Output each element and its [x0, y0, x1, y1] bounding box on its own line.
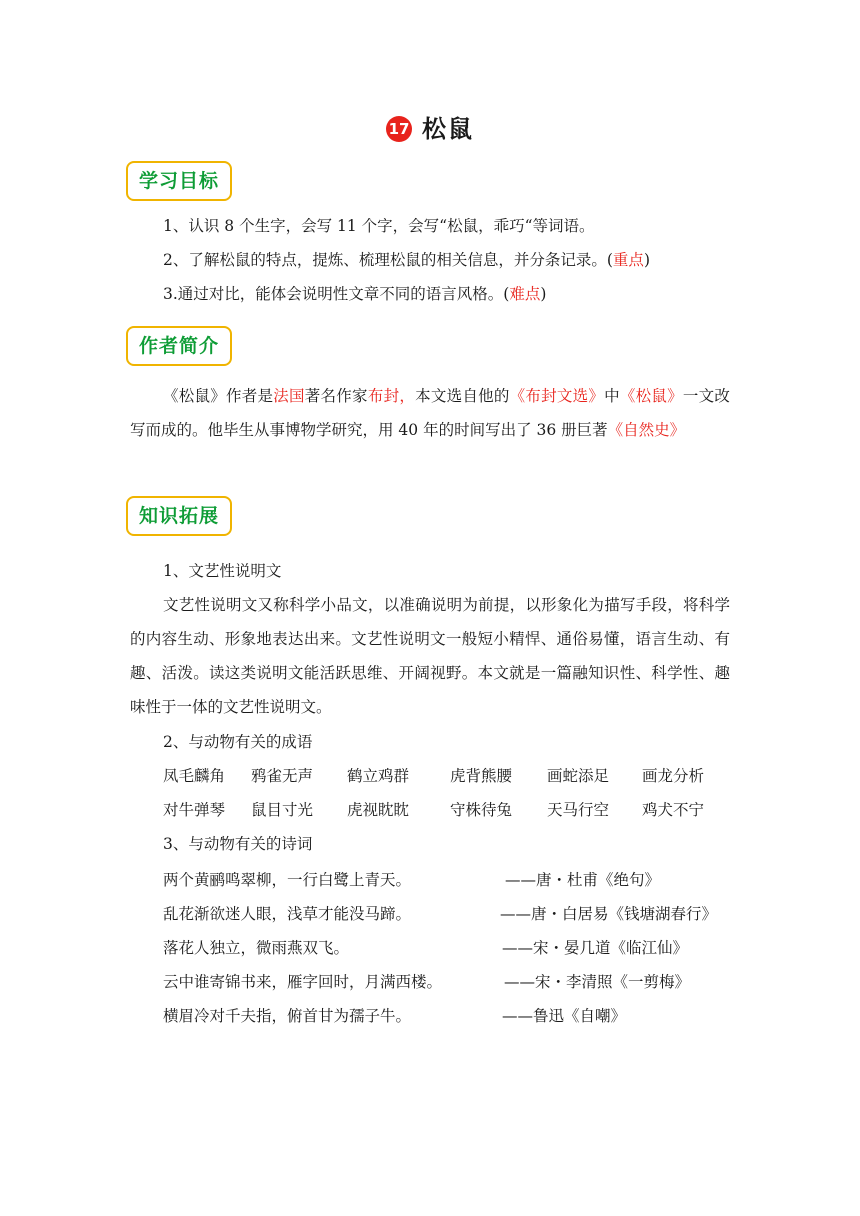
poem-line: 云中谁寄锦书来，雁字回时，月满西楼。 [163, 973, 443, 991]
idiom: 天马行空 [547, 801, 610, 819]
idiom: 鹤立鸡群 [347, 767, 410, 785]
goal-item-2 [163, 248, 763, 272]
idiom: 虎视眈眈 [347, 801, 410, 819]
section-heading-goals: 学习目标 [126, 161, 232, 201]
author-text-1: 《松鼠》作者是 [163, 387, 274, 405]
idiom: 对牛弹琴 [163, 801, 226, 819]
author-text-4: 中 [604, 387, 620, 405]
poem-source: ——宋・李清照《一剪梅》 [504, 973, 691, 991]
author-country: 法国 [273, 387, 305, 405]
poem-source: ——鲁迅《自嘲》 [502, 1007, 627, 1025]
key-point-label: 重点 [612, 251, 644, 269]
author-paragraph [130, 379, 730, 447]
author-name: 布封， [367, 387, 416, 405]
difficult-point-label: 难点 [509, 285, 541, 303]
poem-source: ——唐・白居易《钱塘湖春行》 [500, 905, 718, 923]
knowledge-heading-2: 2、与动物有关的成语 [163, 733, 313, 751]
lesson-number-badge: 17 [386, 116, 412, 142]
section-heading-author: 作者简介 [126, 326, 232, 366]
goal-item-2-text: 2、了解松鼠的特点，提炼、梳理松鼠的相关信息，并分条记录。( [163, 251, 613, 269]
knowledge-heading-3: 3、与动物有关的诗词 [163, 835, 313, 853]
poem-line: 落花人独立，微雨燕双飞。 [163, 939, 350, 957]
author-text-3: 本文选自他的 [415, 387, 510, 405]
author-text-5: 一文改写而成的。他毕生从事博物学研究，用 40 年的时间写出了 36 册巨著 [130, 387, 730, 439]
knowledge-paragraph-text: 文艺性说明文又称科学小品文，以准确说明为前提，以形象化为描写手段，将科学的内容生动、形象地表达出来。文艺性说明文一般短小精悍、通俗易懂，语言生动、有趣、活泼。读这类说明文能活跃思维、开阔视野。本文就是一篇融知识性、科学性、趣味性于一体的文艺性说明文。 [130, 596, 730, 716]
poem-line: 横眉冷对千夫指，俯首甘为孺子牛。 [163, 1007, 412, 1025]
goal-item-3 [163, 282, 763, 306]
idiom: 鼠目寸光 [251, 801, 314, 819]
lesson-title: 松鼠 [422, 115, 474, 143]
poem-line: 两个黄鹂鸣翠柳，一行白鹭上青天。 [163, 871, 412, 889]
goal-item-3-close: ) [540, 285, 547, 303]
source-article: 《松鼠》 [619, 387, 683, 405]
idiom: 守株待兔 [450, 801, 513, 819]
page-title [0, 112, 860, 146]
idiom: 鸦雀无声 [251, 767, 314, 785]
poem-line: 乱花渐欲迷人眼，浅草才能没马蹄。 [163, 905, 412, 923]
knowledge-heading-1: 1、文艺性说明文 [163, 562, 282, 580]
author-text-2: 著名作家 [304, 387, 368, 405]
goal-item-1: 1、认识 8 个生字，会写 11 个字，会写“松鼠，乖巧“等词语。 [163, 217, 595, 235]
goal-item-3-text: 3.通过对比，能体会说明性文章不同的语言风格。( [163, 285, 510, 303]
major-work: 《自然史》 [607, 421, 686, 439]
goal-item-2-close: ) [643, 251, 650, 269]
source-book: 《布封文选》 [509, 387, 605, 405]
poem-source: ——唐・杜甫《绝句》 [505, 871, 661, 889]
idiom: 鸡犬不宁 [642, 801, 705, 819]
idiom: 画龙分析 [642, 767, 705, 785]
knowledge-paragraph [130, 588, 730, 724]
idiom: 凤毛麟角 [163, 767, 226, 785]
section-heading-knowledge: 知识拓展 [126, 496, 232, 536]
idiom: 虎背熊腰 [450, 767, 513, 785]
idiom: 画蛇添足 [547, 767, 610, 785]
poem-source: ——宋・晏几道《临江仙》 [502, 939, 689, 957]
